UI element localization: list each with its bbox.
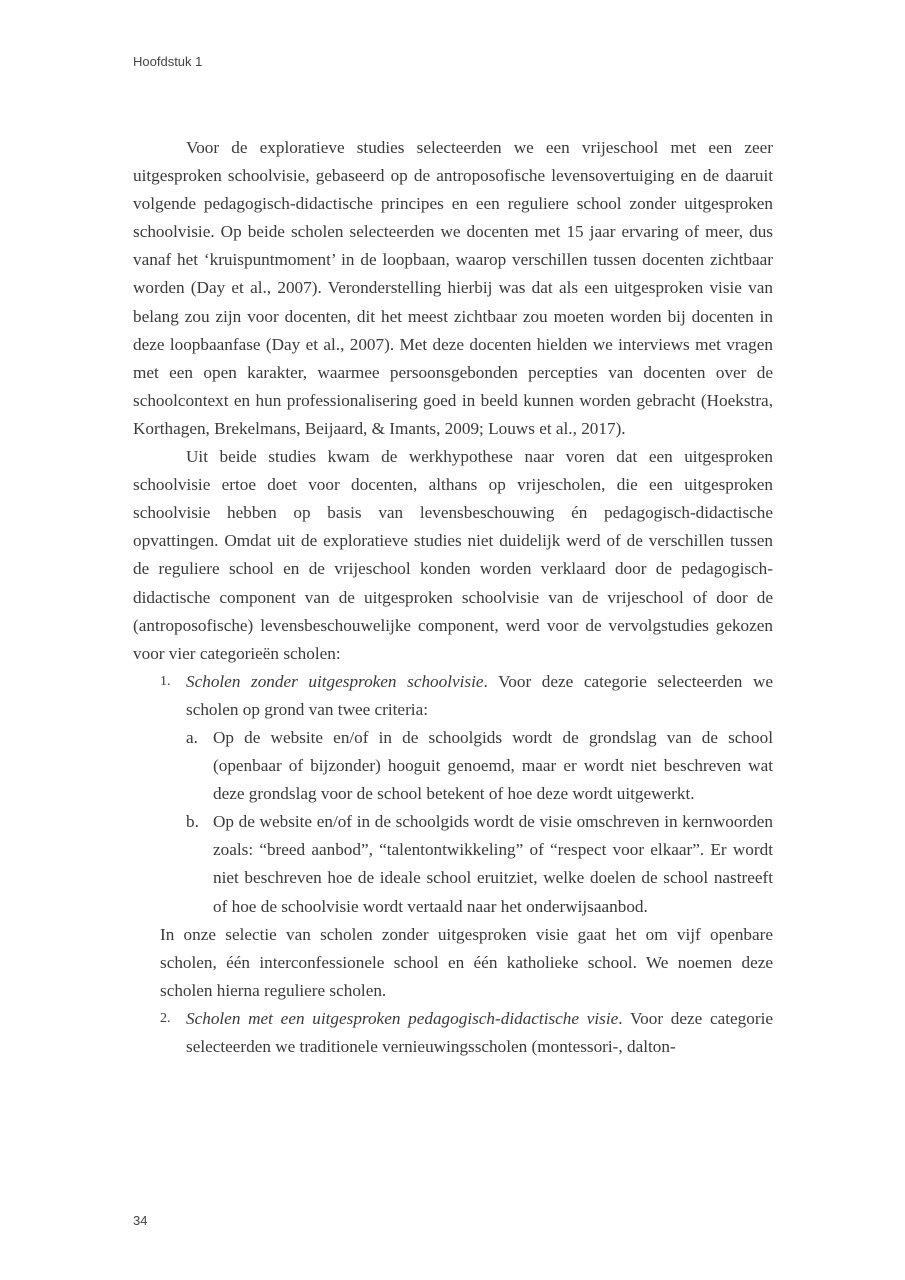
list-item xyxy=(133,1005,773,1061)
list-note: In onze selectie van scholen zonder uitgesproken visie gaat het om vijf openbare scholen, één interconfessionele school en één katholieke school. We noemen deze scholen hierna reguliere scholen. xyxy=(160,924,773,1000)
list-item xyxy=(133,668,773,921)
running-head: Hoofdstuk 1 xyxy=(133,54,203,69)
body-text xyxy=(133,134,773,1061)
category-list-continued xyxy=(133,1005,773,1061)
paragraph: Voor de exploratieve studies selecteerden we een vrijeschool met een zeer uitgesproken schoolvisie, gebaseerd op de antroposofische levensovertuiging en de daaruit volgende pedagogisch-didactische principes en een reguliere school zonder uitgesproken schoolvisie. Op beide scholen selecteerden we docenten met 15 jaar ervaring of meer, dus vanaf het ‘kruispuntmoment’ in de loopbaan, waarop verschillen tussen docenten zichtbaar worden (Day et al., 2007). Veronderstelling hierbij was dat als een uitgesproken visie van belang zou zijn voor docenten, dit het meest zichtbaar zou moeten worden bij docenten in deze loopbaanfase (Day et al., 2007). Met deze docenten hielden we interviews met vragen met een open karakter, waarmee persoonsgebonden percepties van docenten over de schoolcontext en hun professionalisering goed in beeld kunnen worden gebracht (Hoekstra, Korthagen, Brekelmans, Beijaard, & Imants, 2009; Louws et al., 2017). xyxy=(133,138,773,438)
list-number: 1. xyxy=(160,673,171,689)
criteria-list xyxy=(186,724,773,921)
category-list xyxy=(133,668,773,921)
sub-list-text: Op de website en/of in de schoolgids wordt de grondslag van de school (openbaar of bijzonder) hooguit genoemd, maar er wordt niet beschreven wat deze grondslag voor de school betekent of hoe deze wordt uitgewerkt. xyxy=(213,727,773,804)
paragraph: Uit beide studies kwam de werkhypothese naar voren dat een uitgesproken schoolvisie ertoe doet voor docenten, althans op vrijescholen, die een uitgesproken schoolvisie hebben op basis van levensbeschouwing én pedagogisch-didactische opvattingen. Omdat uit de exploratieve studies niet duidelijk werd of de verschillen tussen de reguliere school en de vrijeschool konden worden verklaard door de pedagogisch-didactische component van de uitgesproken schoolvisie van de vrijeschool of door de (antroposofische) levensbeschouwelijke component, werd voor de vervolgstudies gekozen voor vier categorieën scholen: xyxy=(133,447,773,663)
sub-list-letter: b. xyxy=(186,812,199,832)
list-number: 2. xyxy=(160,1010,171,1026)
list-item-label: Scholen zonder uitgesproken schoolvisie xyxy=(186,671,484,691)
list-item-text: . Voor deze categorie selecteerden we scholen op grond van twee criteria: xyxy=(186,671,773,719)
list-item-label: Scholen met een uitgesproken pedagogisch-didactische visie xyxy=(186,1008,619,1028)
sub-list-letter: a. xyxy=(186,727,198,747)
sub-list-item xyxy=(186,724,773,808)
list-item-text: . Voor deze categorie selecteerden we traditionele vernieuwingsscholen (montessori-, dalton- xyxy=(186,1008,773,1056)
sub-list-item xyxy=(186,808,773,920)
page-number: 34 xyxy=(133,1213,148,1228)
sub-list-text: Op de website en/of in de schoolgids wordt de visie omschreven in kernwoorden zoals: “breed aanbod”, “talentontwikkeling” of “respect voor elkaar”. Er wordt niet beschreven hoe de ideale school eruitziet, welke doelen de school nastreeft of hoe de schoolvisie wordt vertaald naar het onderwijsaanbod. xyxy=(213,812,773,916)
